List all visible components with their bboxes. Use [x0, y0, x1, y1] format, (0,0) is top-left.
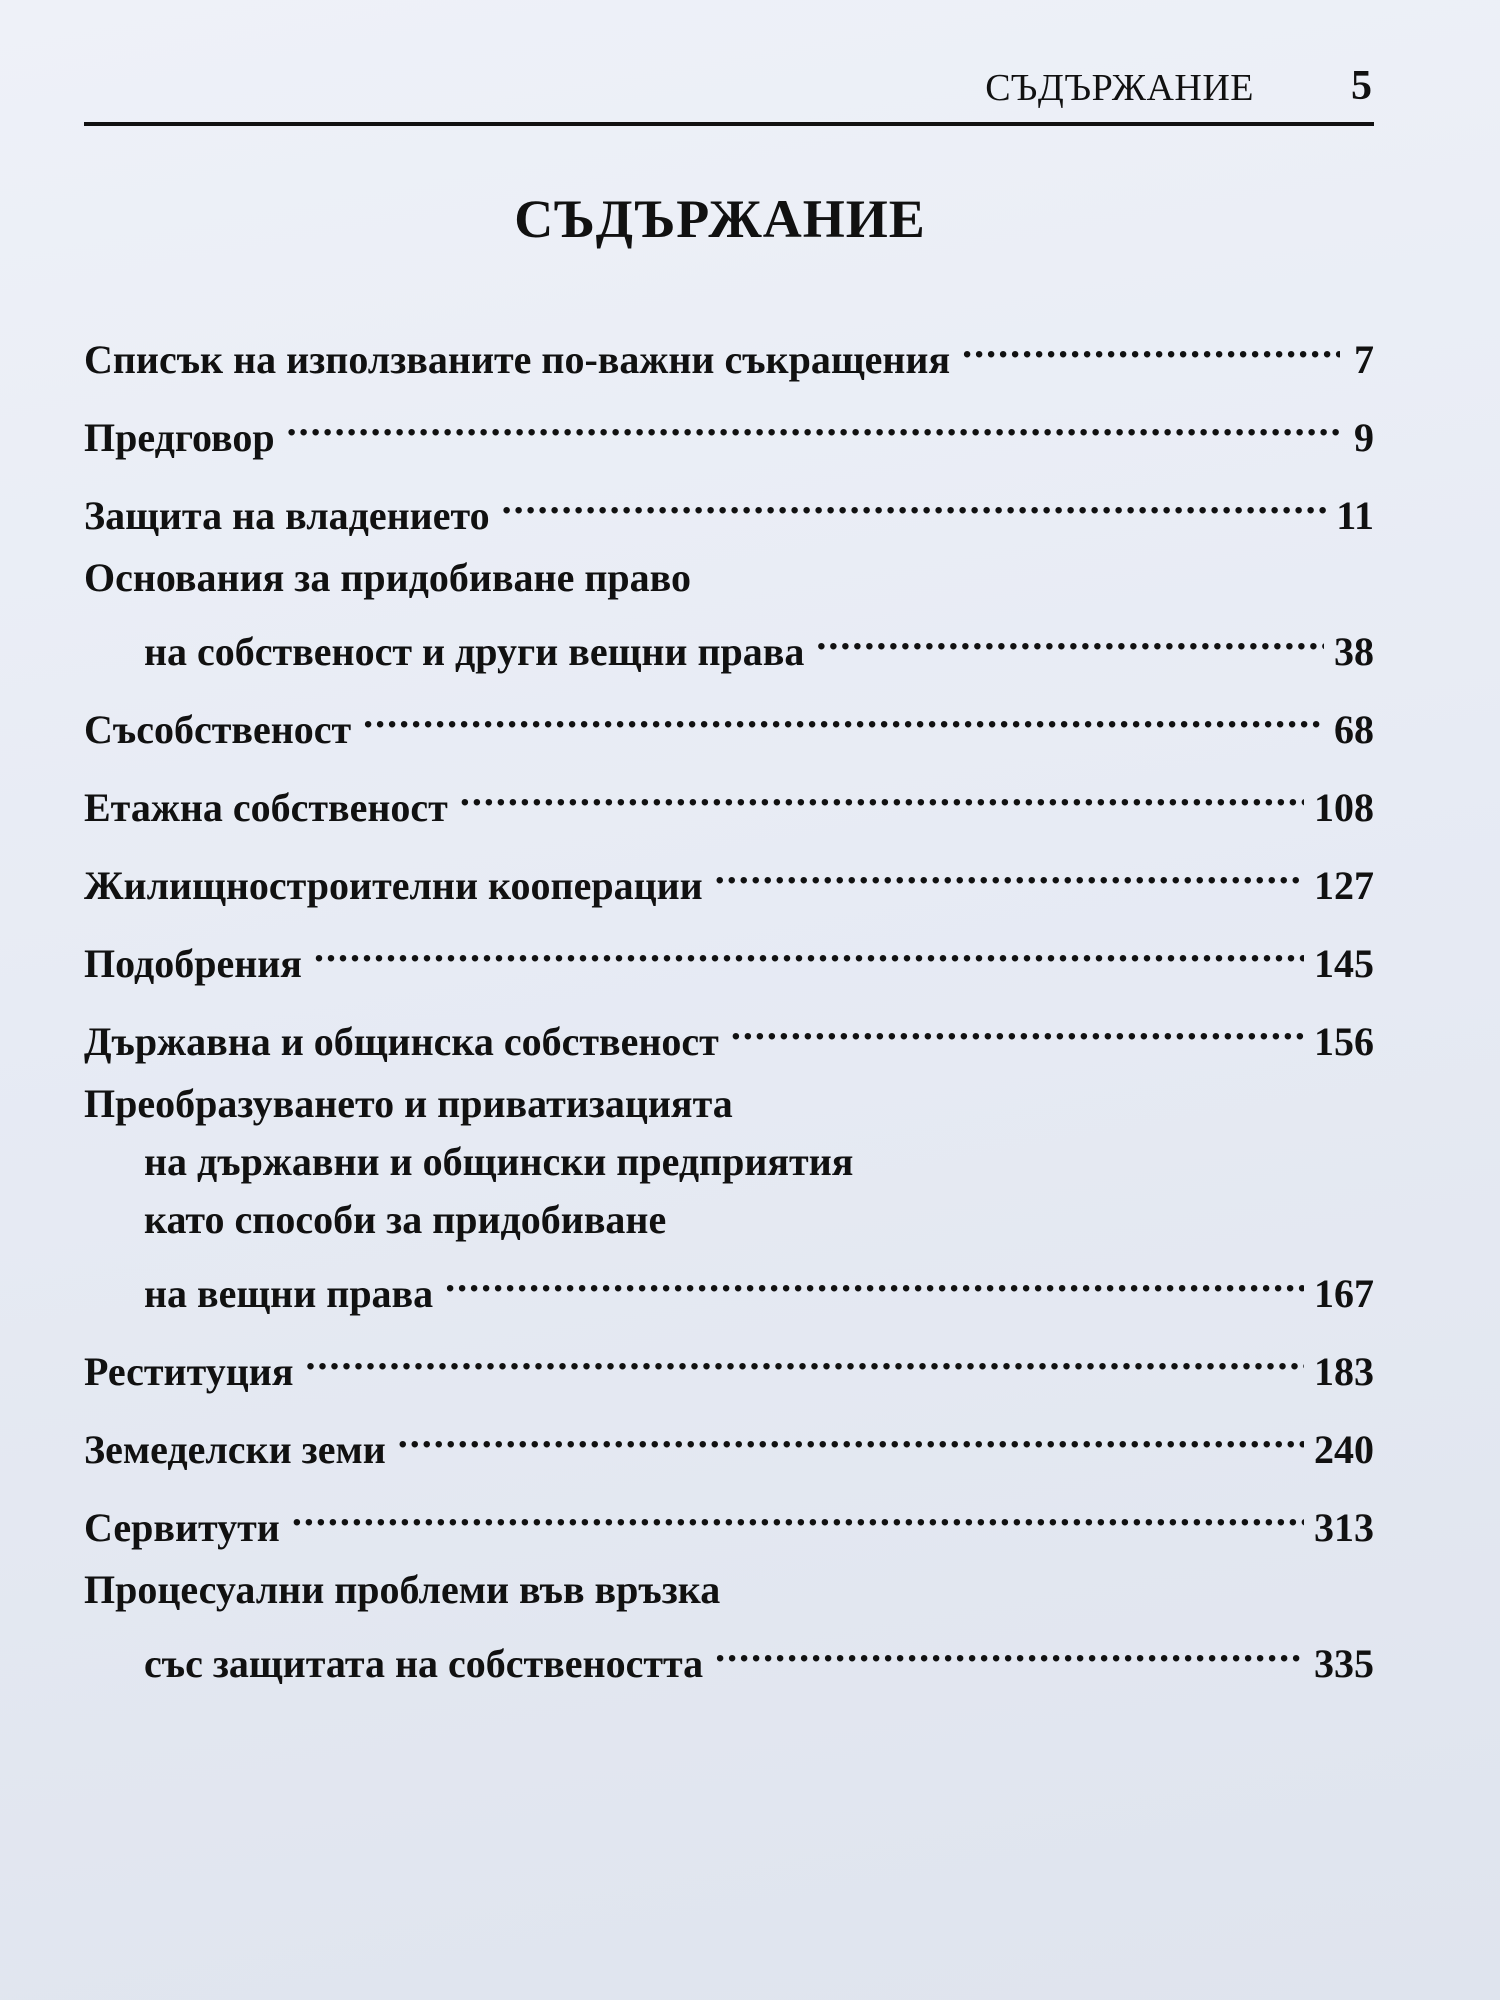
running-header: [84, 62, 1374, 126]
dot-leader: [502, 471, 1327, 529]
toc-entry-line: [84, 549, 1374, 607]
toc-entry-line: [84, 841, 1374, 908]
toc-entry-page-number: 108: [1314, 785, 1374, 830]
toc-entry-title: Предговор: [84, 415, 275, 460]
toc-entry-title: Етажна собственост: [84, 785, 448, 830]
toc-entry-line: [84, 685, 1374, 752]
toc-entry-page-number: 183: [1314, 1349, 1374, 1394]
toc-entry-title: Земеделски земи: [84, 1427, 386, 1472]
toc-entry[interactable]: [84, 841, 1374, 908]
toc-entry-page-number: 156: [1314, 1019, 1374, 1064]
page-number: 5: [1351, 63, 1372, 109]
toc-entry-title: Списък на използваните по-важни съкращения: [84, 337, 951, 382]
toc-entry[interactable]: [84, 1483, 1374, 1550]
toc-entry-line: [84, 1327, 1374, 1394]
dot-leader: [445, 1249, 1304, 1307]
dot-leader: [305, 1327, 1304, 1385]
toc-entry-line: [84, 1561, 1374, 1619]
toc-entry-page-number: 9: [1354, 415, 1374, 460]
toc-entry-continuation-line: [84, 1619, 1374, 1686]
toc-entry[interactable]: [84, 997, 1374, 1064]
toc-entry-page-number: 68: [1334, 707, 1374, 752]
toc-entry-title: Защита на владението: [84, 493, 490, 538]
toc-entry-page-number: 335: [1314, 1641, 1374, 1686]
toc-entry-title: Жилищностроителни кооперации: [84, 863, 703, 908]
dot-leader: [287, 393, 1340, 451]
toc-entry-title: Подобрения: [84, 941, 302, 986]
toc-entry[interactable]: [84, 1327, 1374, 1394]
toc-entry[interactable]: [84, 919, 1374, 986]
dot-leader: [363, 685, 1324, 743]
toc-entry-continuation-line: [84, 1249, 1374, 1316]
dot-leader: [962, 315, 1340, 373]
toc-entry-title: на вещни права: [144, 1271, 434, 1316]
toc-entry[interactable]: [84, 1561, 1374, 1686]
toc-entry-line: [84, 1075, 1374, 1133]
toc-entry-page-number: 11: [1336, 493, 1374, 538]
toc-entry-title: Основания за придобиване право: [84, 555, 691, 600]
page-title: СЪДЪРЖАНИЕ: [514, 189, 926, 249]
toc-entry-title: като способи за придобиване: [144, 1197, 667, 1242]
dot-leader: [715, 1619, 1304, 1677]
toc-entry-line: [84, 471, 1374, 538]
toc-entry[interactable]: [84, 1075, 1374, 1316]
dot-leader: [460, 763, 1304, 821]
toc-entry[interactable]: [84, 393, 1374, 460]
toc-entry-continuation-line: [84, 1191, 1374, 1249]
toc-entry[interactable]: [84, 471, 1374, 538]
toc-entry-line: [84, 393, 1374, 460]
toc-entry-title: Държавна и общинска собственост: [84, 1019, 719, 1064]
toc-entry-continuation-line: [84, 1133, 1374, 1191]
dot-leader: [292, 1483, 1304, 1541]
toc-entry-page-number: 38: [1334, 629, 1374, 674]
dot-leader: [715, 841, 1304, 899]
toc-entry-line: [84, 1405, 1374, 1472]
toc-entry-title: със защитата на собствеността: [144, 1641, 704, 1686]
dot-leader: [398, 1405, 1304, 1463]
toc-entry-line: [84, 997, 1374, 1064]
running-header-title: СЪДЪРЖАНИЕ: [985, 67, 1254, 109]
toc-entry-continuation-line: [84, 607, 1374, 674]
toc-entry-title: Съсобственост: [84, 707, 352, 752]
toc-entry[interactable]: [84, 685, 1374, 752]
toc-entry[interactable]: [84, 315, 1374, 382]
toc-entry-page-number: 7: [1354, 337, 1374, 382]
toc-entry-line: [84, 763, 1374, 830]
toc-entry-page-number: 127: [1314, 863, 1374, 908]
toc-entry-title: Реституция: [84, 1349, 294, 1394]
dot-leader: [816, 607, 1324, 665]
toc-entry-line: [84, 919, 1374, 986]
toc-entry-line: [84, 1483, 1374, 1550]
toc-entry-title: на собственост и други вещни права: [144, 629, 805, 674]
toc-entry-title: Сервитути: [84, 1505, 280, 1550]
toc-entry-page-number: 167: [1314, 1271, 1374, 1316]
toc-entry-title: Процесуални проблеми във връзка: [84, 1567, 721, 1612]
toc-entry-page-number: 145: [1314, 941, 1374, 986]
table-of-contents: [84, 315, 1374, 1697]
dot-leader: [314, 919, 1304, 977]
toc-entry-page-number: 313: [1314, 1505, 1374, 1550]
toc-entry-title: Преобразуването и приватизацията: [84, 1081, 733, 1126]
dot-leader: [731, 997, 1304, 1055]
toc-entry-title: на държавни и общински предприятия: [144, 1139, 854, 1184]
toc-entry[interactable]: [84, 763, 1374, 830]
toc-entry[interactable]: [84, 549, 1374, 674]
toc-entry[interactable]: [84, 1405, 1374, 1472]
toc-entry-page-number: 240: [1314, 1427, 1374, 1472]
toc-entry-line: [84, 315, 1374, 382]
